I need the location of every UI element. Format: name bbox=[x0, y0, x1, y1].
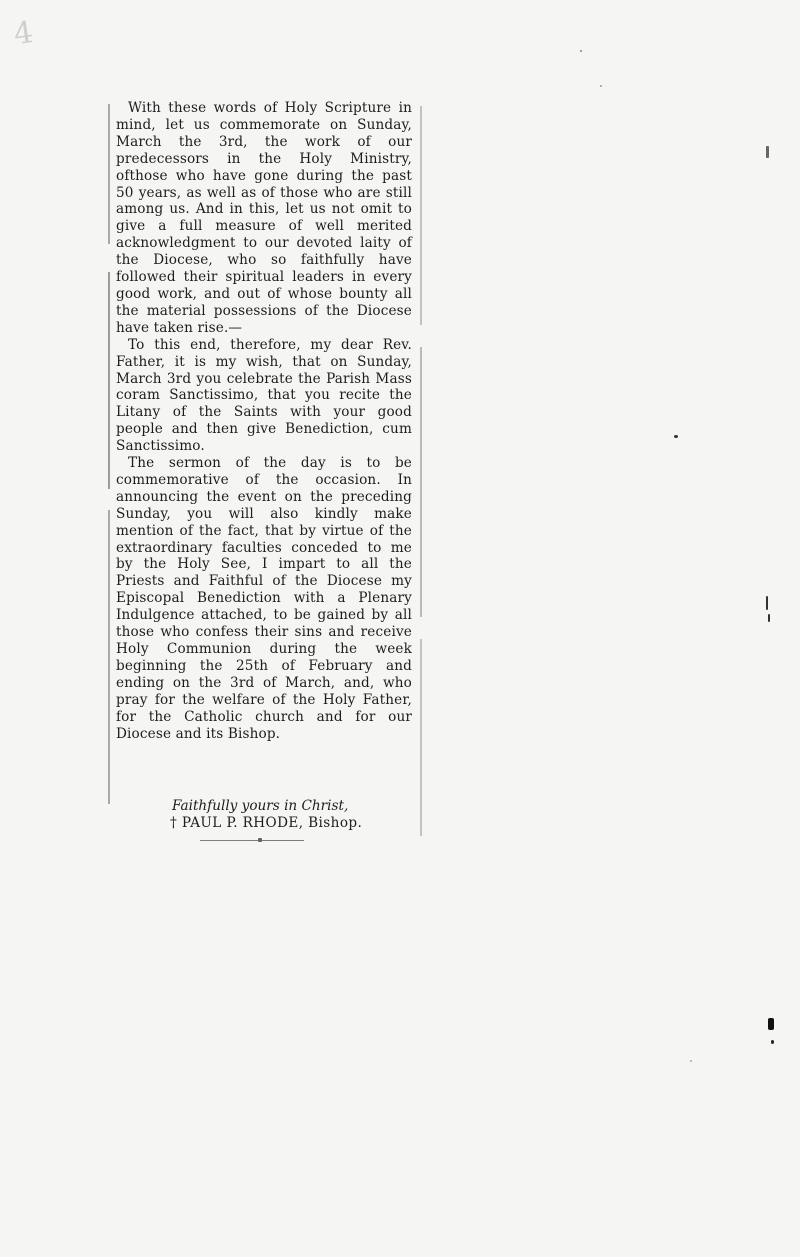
paragraph-2: To this end, therefore, my dear Rev. Father, it is my wish, that on Sunday, March 3rd you celebrate the Parish Mass coram Sanctissimo, that you recite the Litany of the Saints with your good people and then give Benediction, cum Sanctissimo. bbox=[116, 336, 412, 455]
scan-speck bbox=[600, 85, 602, 87]
scan-speck bbox=[674, 435, 678, 438]
paragraph-1: With these words of Holy Scripture in mind, let us commemorate on Sunday, March the 3rd, the work of our predecessors in the Holy Ministry, ofthose who have gone during the past 50 years, as well as of those who are still among us. And in this, let us not omit to give a full measure of well merited acknowledgment to our devoted laity of the Diocese, who so faithfully have followed their spiritual leaders in every good work, and out of whose bounty all the material possessions of the Diocese have taken rise.— bbox=[116, 100, 412, 336]
clipping-right-edge bbox=[420, 106, 422, 836]
signature-line: † PAUL P. RHODE, Bishop. bbox=[170, 814, 363, 831]
closing-rule bbox=[200, 840, 304, 841]
paragraph-3: The sermon of the day is to be commemorative of the occasion. In announcing the event on the preceding Sunday, you will also kindly make mention of the fact, that by virtue of the extraordinary faculties conceded to me by the Holy See, I impart to all the Priests and Faithful of the Diocese my Episcopal Benediction with a Plenary Indulgence attached, to be gained by all those who confess their sins and receive Holy Communion during the week beginning the 25th of February and ending on the 3rd of March, and, who pray for the welfare of the Holy Father, for the Catholic church and for our Diocese and its Bishop. bbox=[116, 455, 412, 742]
letter-body bbox=[116, 100, 412, 742]
newspaper-clipping bbox=[108, 96, 422, 856]
scan-speck bbox=[771, 1040, 774, 1044]
scan-speck bbox=[768, 1018, 774, 1030]
closing-line: Faithfully yours in Christ, bbox=[172, 798, 349, 814]
scan-speck bbox=[766, 146, 769, 158]
scan-speck bbox=[766, 596, 768, 610]
clipping-left-edge bbox=[108, 104, 110, 804]
page-marker: 4 bbox=[11, 14, 38, 53]
scan-speck bbox=[580, 50, 582, 52]
signoff bbox=[108, 798, 422, 832]
scan-speck bbox=[768, 614, 770, 622]
scan-speck bbox=[690, 1060, 692, 1062]
